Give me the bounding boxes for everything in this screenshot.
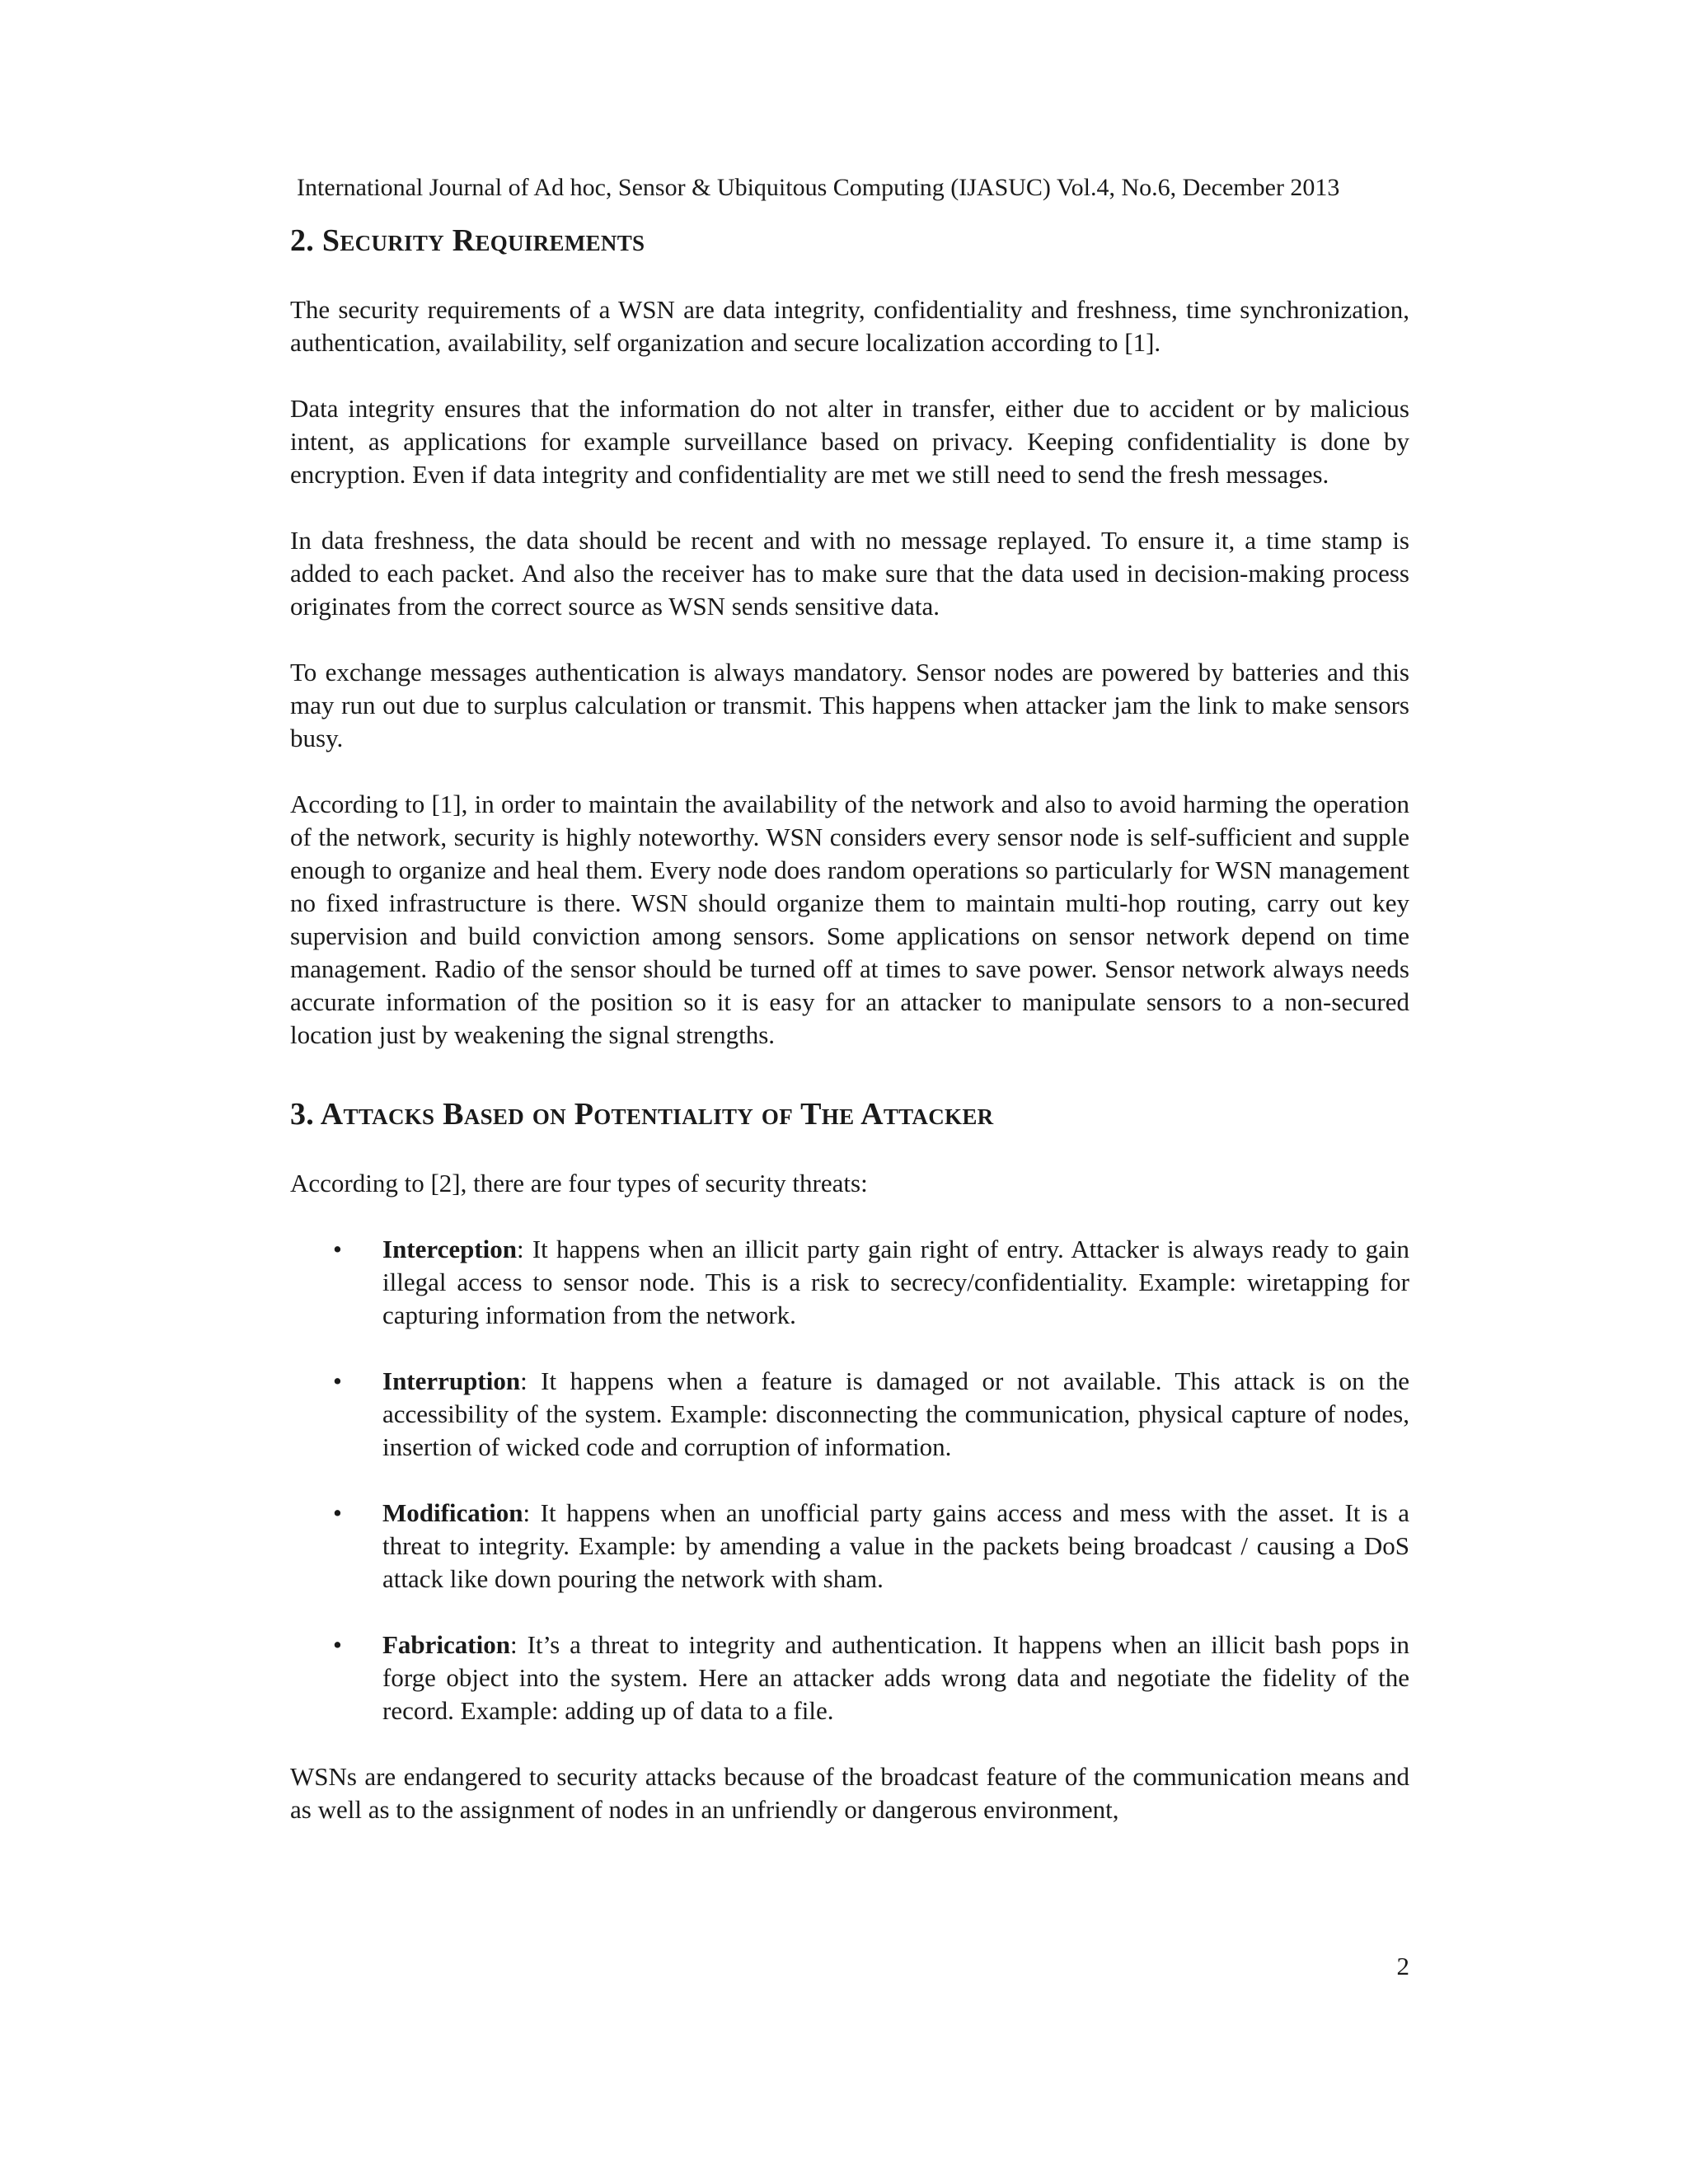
- list-item: [290, 1497, 1409, 1596]
- paragraph: The security requirements of a WSN are data integrity, confidentiality and freshness, time synchronization, authentication, availability, self organization and secure localization according to [1].: [290, 295, 1409, 357]
- page-body: [290, 216, 1409, 1859]
- bullet-icon: •: [333, 1498, 342, 1527]
- closing-paragraph: WSNs are endangered to security attacks because of the broadcast feature of the communication means and as well as to the assignment of nodes in an unfriendly or dangerous environment,: [290, 1762, 1409, 1824]
- list-item-text: : It’s a threat to integrity and authentication. It happens when an illicit bash pops in forge object into the system. Here an attacker adds wrong data and negotiate the fidelity of the record. Example: adding up of data to a file.: [382, 1630, 1409, 1725]
- threat-list: [290, 1233, 1409, 1727]
- section-3-intro: According to [2], there are four types of security threats:: [290, 1169, 868, 1197]
- bullet-icon: •: [333, 1235, 342, 1263]
- paragraph: To exchange messages authentication is always mandatory. Sensor nodes are powered by batteries and this may run out due to surplus calculation or transmit. This happens when attacker jam the link to make sensors busy.: [290, 658, 1409, 752]
- list-item: [290, 1365, 1409, 1464]
- paragraph: According to [1], in order to maintain the availability of the network and also to avoid harming the operation of the network, security is highly noteworthy. WSN considers every sensor node is self-sufficient and supple enough to organize and heal them. Every node does random operations so particularly for WSN management no fixed infrastructure is there. WSN should organize them to maintain multi-hop routing, carry out key supervision and build conviction among sensors. Some applications on sensor network depend on time management. Radio of the sensor should be turned off at times to save power. Sensor network always needs accurate information of the position so it is easy for an attacker to manipulate sensors to a non-secured location just by weakening the signal strengths.: [290, 790, 1409, 1049]
- page-number: 2: [1396, 1952, 1409, 1980]
- list-item-term: Fabrication: [382, 1630, 510, 1659]
- paragraph: Data integrity ensures that the information do not alter in transfer, either due to accident or by malicious intent, as applications for example surveillance based on privacy. Keeping confidentiality is done by encryption. Even if data integrity and confidentiality are met we still need to send the fresh messages.: [290, 394, 1409, 489]
- list-item-text: : It happens when an illicit party gain right of entry. Attacker is always ready to gain illegal access to sensor node. This is a risk to secrecy/confidentiality. Example: wiretapping for capturing information from the network.: [382, 1235, 1409, 1329]
- section-2-heading: 2. Security Requirements: [290, 223, 645, 258]
- bullet-icon: •: [333, 1630, 342, 1659]
- list-item: [290, 1233, 1409, 1332]
- bullet-icon: •: [333, 1366, 342, 1395]
- running-header: International Journal of Ad hoc, Sensor & Ubiquitous Computing (IJASUC) Vol.4, No.6, December 2013: [297, 174, 1340, 201]
- list-item-term: Modification: [382, 1498, 523, 1527]
- list-item-term: Interruption: [382, 1366, 521, 1395]
- section-3-heading: 3. Attacks Based on Potentiality of The Attacker: [290, 1097, 994, 1132]
- list-item-text: : It happens when an unofficial party gains access and mess with the asset. It is a threat to integrity. Example: by amending a value in the packets being broadcast / causing a DoS attack like down pouring the network with sham.: [382, 1498, 1409, 1593]
- paragraph: In data freshness, the data should be recent and with no message replayed. To ensure it, a time stamp is added to each packet. And also the receiver has to make sure that the data used in decision-making process originates from the correct source as WSN sends sensitive data.: [290, 526, 1409, 621]
- list-item-term: Interception: [382, 1235, 518, 1263]
- list-item: [290, 1629, 1409, 1727]
- list-item-text: : It happens when a feature is damaged or not available. This attack is on the accessibility of the system. Example: disconnecting the communication, physical capture of nodes, insertion of wicked code and corruption of information.: [382, 1366, 1409, 1461]
